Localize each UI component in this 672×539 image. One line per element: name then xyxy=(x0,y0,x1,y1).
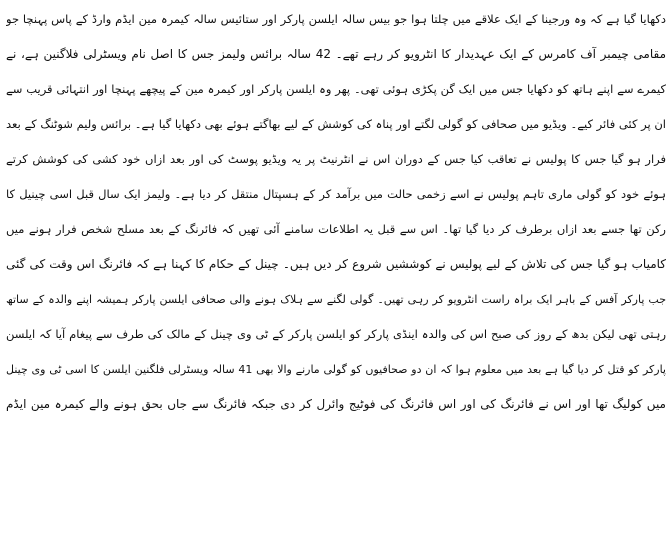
article-line-4: ان پر کئی فائر کیے۔ ویڈیو میں صحافی کو گولی لگتے اور پناہ کی کوشش کے لیے بھاگتے ہوئے بھی دکھایا گیا ہے۔ برائس ولیم شوٹنگ کے بعد xyxy=(6,117,666,131)
article-line-5: فرار ہو گیا جس کا پولیس نے تعاقب کیا جس کے دوران اس نے انٹرنیٹ پر یہ ویڈیو پوسٹ کی اور بعد ازاں خود کشی کی کوشش کرتے xyxy=(6,152,666,166)
article-line-3: کیمرے سے اپنے ہاتھ کو دکھایا جس میں ایک گن پکڑی ہوئی تھی۔ پھر وہ ایلسن پارکر اور کیمرہ مین کے پیچھے پہنچا اور انتہائی قریب سے xyxy=(6,82,666,96)
article-line-12: میں کولیگ تھا اور اس نے فائرنگ کی اور اس فائرنگ کی فوٹیج وائرل کر دی جبکہ فائرنگ سے جاں بحق ہونے والے کیمرہ مین ایڈم xyxy=(6,397,666,411)
article-line-2: مقامی چیمبر آف کامرس کے ایک عہدیدار کا انٹرویو کر رہے تھے۔ 42 سالہ برائس ولیمز جس کا اصل نام ویسٹرلی فلاگنین ہے، نے xyxy=(6,47,666,61)
article-line-1: دکھایا گیا ہے کہ وہ ورجینا کے ایک علاقے میں چلتا ہوا جو بیس سالہ ایلسن پارکر اور ستائیس سالہ کیمرہ مین ایڈم وارڈ کے پاس پہنچا جو xyxy=(6,12,666,26)
article-line-6: ہوئے خود کو گولی ماری تاہم پولیس نے اسے زخمی حالت میں برآمد کر کے ہسپتال منتقل کر دیا ہے۔ ولیمز ایک سال قبل اسی چینیل کا xyxy=(6,187,666,201)
article-line-7: رکن تھا جسے بعد ازاں برطرف کر دیا گیا تھا۔ اس سے قبل یہ اطلاعات سامنے آئی تھیں کہ فائرنگ کے بعد مسلح شخص فرار ہونے میں xyxy=(6,222,666,236)
article-line-10: رہتی تھی لیکن بدھ کے روز کی صبح اس کی والدہ اینڈی پارکر کو ایلسن پارکر کے ٹی وی چینل کے مالک کی طرف سے پیغام آیا کہ ایلسن xyxy=(6,327,666,341)
article-line-11: پارکر کو قتل کر دیا گیا ہے بعد میں معلوم ہوا کہ ان دو صحافیوں کو گولی مارنے والا بھی 41 سالہ ویسٹرلی فلگنین ایلسن کا اسی ٹی وی چینل xyxy=(6,363,666,376)
article-line-8: کامیاب ہو گیا جس کی تلاش کے لیے پولیس نے کوششیں شروع کر دیں ہیں۔ چینل کے حکام کا کہنا ہے کہ فائرنگ اس وقت کی گئی xyxy=(6,257,666,271)
article-line-9: جب پارکر آفس کے باہر ایک براہ راست انٹرویو کر رہی تھیں۔ گولی لگنے سے ہلاک ہونے والی صحافی ایلسن پارکر ہمیشہ اپنے والدہ کے ساتھ xyxy=(6,293,666,306)
